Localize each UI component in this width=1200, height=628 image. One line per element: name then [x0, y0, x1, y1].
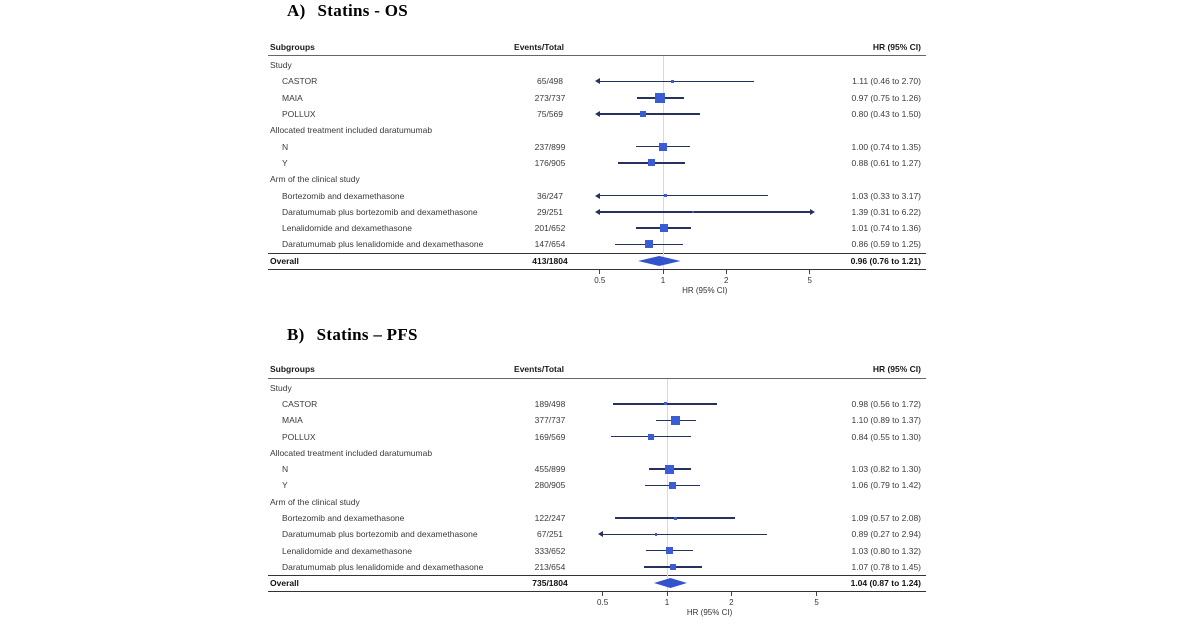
overall-label: Overall [270, 578, 299, 589]
row-hr: 0.98 (0.56 to 1.72) [851, 398, 921, 409]
overall-hr: 1.04 (0.87 to 1.24) [850, 578, 921, 589]
overall-diamond [654, 578, 687, 588]
row-hr: 1.11 (0.46 to 2.70) [852, 76, 921, 87]
row-label: Bortezomib and dexamethasone [282, 190, 405, 201]
overall-events: 735/1804 [532, 578, 568, 589]
axis-tick [667, 592, 668, 596]
row-events: 189/498 [534, 398, 566, 409]
row-label: Y [282, 480, 288, 491]
ci-clip-arrow-left [598, 531, 603, 537]
point-estimate-marker [659, 143, 667, 151]
row-hr: 0.86 (0.59 to 1.25) [851, 239, 921, 250]
row-label: N [282, 141, 289, 152]
axis-tick [599, 270, 600, 274]
row-events: 169/569 [534, 431, 566, 442]
axis-tick-label: 0.5 [597, 598, 609, 608]
row-hr: 1.07 (0.78 to 1.45) [851, 561, 921, 572]
subgroup-heading: Arm of the clinical study [270, 174, 360, 185]
axis-tick [602, 592, 603, 596]
subgroup-heading: Allocated treatment included daratumumab [270, 125, 433, 136]
point-estimate-marker [645, 240, 653, 248]
row-label: Y [282, 157, 288, 168]
row-hr: 0.97 (0.75 to 1.26) [851, 92, 921, 103]
point-estimate-marker [671, 416, 680, 425]
row-label: Daratumumab plus lenalidomide and dexamethasone [282, 561, 484, 572]
row-label: Lenalidomide and dexamethasone [282, 223, 412, 234]
subgroup-heading: Allocated treatment included daratumumab [270, 447, 433, 458]
panel-letter: B) [287, 325, 305, 344]
overall-events: 413/1804 [532, 255, 568, 266]
row-events: 237/899 [534, 141, 566, 152]
point-estimate-marker [692, 211, 695, 214]
ci-clip-arrow-left [595, 193, 600, 199]
axis-line [268, 269, 926, 270]
row-label: POLLUX [282, 431, 316, 442]
column-header-subgroups: Subgroups [270, 364, 315, 374]
row-hr: 0.88 (0.61 to 1.27) [851, 157, 921, 168]
row-label: Daratumumab plus bortezomib and dexamethasone [282, 206, 478, 217]
header-rule [268, 378, 926, 379]
ci-line [600, 195, 768, 197]
point-estimate-marker [660, 224, 668, 232]
axis-tick-label: 2 [729, 598, 734, 608]
ci-clip-arrow-left [595, 111, 600, 117]
row-events: 455/899 [534, 464, 566, 475]
point-estimate-marker [666, 547, 673, 554]
ci-line [600, 81, 754, 83]
axis-tick [663, 270, 664, 274]
row-hr: 0.80 (0.43 to 1.50) [851, 109, 921, 120]
row-hr: 0.89 (0.27 to 2.94) [851, 529, 921, 540]
axis-tick-label: 0.5 [594, 275, 606, 285]
axis-tick [809, 270, 810, 274]
overall-top-rule [268, 575, 926, 576]
ci-line [600, 211, 810, 213]
row-label: Lenalidomide and dexamethasone [282, 545, 412, 556]
point-estimate-marker [655, 93, 665, 103]
point-estimate-marker [664, 402, 667, 405]
row-label: MAIA [282, 415, 303, 426]
ci-clip-arrow-left [595, 78, 600, 84]
point-estimate-marker [671, 80, 674, 83]
row-events: 65/498 [537, 76, 563, 87]
point-estimate-marker [674, 517, 677, 520]
panel-title-text: Statins – PFS [316, 325, 418, 344]
row-hr: 1.03 (0.80 to 1.32) [851, 545, 921, 556]
row-hr: 1.06 (0.79 to 1.42) [851, 480, 921, 491]
row-label: Daratumumab plus bortezomib and dexamethasone [282, 529, 478, 540]
row-hr: 1.03 (0.33 to 3.17) [851, 190, 921, 201]
row-label: CASTOR [282, 398, 318, 409]
axis-tick [726, 270, 727, 274]
panel-title [287, 325, 418, 345]
row-hr: 1.01 (0.74 to 1.36) [851, 223, 921, 234]
row-events: 36/247 [537, 190, 563, 201]
row-hr: 0.84 (0.55 to 1.30) [851, 431, 921, 442]
row-events: 75/569 [537, 109, 563, 120]
axis-label: HR (95% CI) [686, 608, 733, 618]
subgroup-heading: Arm of the clinical study [270, 496, 360, 507]
row-events: 29/251 [537, 206, 563, 217]
ci-line [600, 113, 700, 115]
ci-clip-arrow-right [810, 209, 815, 215]
row-events: 213/654 [534, 561, 566, 572]
row-events: 122/247 [534, 513, 566, 524]
row-hr: 1.00 (0.74 to 1.35) [851, 141, 921, 152]
subgroup-heading: Study [270, 382, 292, 393]
overall-diamond [638, 256, 680, 266]
overall-hr: 0.96 (0.76 to 1.21) [850, 255, 921, 266]
row-hr: 1.09 (0.57 to 2.08) [851, 513, 921, 524]
axis-tick-label: 5 [807, 275, 812, 285]
subgroup-heading: Study [270, 60, 292, 71]
header-rule [268, 55, 926, 56]
row-label: MAIA [282, 92, 303, 103]
column-header-hr: HR (95% CI) [872, 42, 921, 52]
row-events: 67/251 [537, 529, 563, 540]
row-events: 280/905 [534, 480, 566, 491]
axis-tick-label: 5 [814, 598, 819, 608]
row-events: 147/654 [534, 239, 566, 250]
axis-tick [731, 592, 732, 596]
axis-label: HR (95% CI) [682, 285, 728, 295]
axis-tick [816, 592, 817, 596]
row-hr: 1.10 (0.89 to 1.37) [851, 415, 921, 426]
point-estimate-marker [669, 482, 676, 489]
point-estimate-marker [670, 564, 676, 570]
panel-letter: A) [287, 1, 306, 20]
panel-title [287, 1, 408, 21]
row-label: CASTOR [282, 76, 318, 87]
panel-title-text: Statins - OS [317, 1, 409, 20]
axis-tick-label: 2 [723, 275, 729, 285]
point-estimate-marker [664, 194, 667, 197]
point-estimate-marker [648, 159, 655, 166]
column-header-events: Events/Total [514, 42, 564, 52]
axis-tick-label: 1 [660, 275, 666, 285]
point-estimate-marker [655, 533, 658, 536]
ci-clip-arrow-left [595, 209, 600, 215]
overall-label: Overall [270, 255, 299, 266]
point-estimate-marker [640, 111, 646, 117]
row-events: 273/737 [534, 92, 566, 103]
row-label: Bortezomib and dexamethasone [282, 513, 405, 524]
point-estimate-marker [665, 465, 674, 474]
column-header-subgroups: Subgroups [270, 42, 315, 52]
column-header-events: Events/Total [514, 364, 564, 374]
point-estimate-marker [648, 434, 654, 440]
row-label: POLLUX [282, 109, 316, 120]
row-hr: 1.03 (0.82 to 1.30) [851, 464, 921, 475]
overall-top-rule [268, 253, 926, 254]
axis-line [268, 591, 926, 592]
column-header-hr: HR (95% CI) [872, 364, 921, 374]
ci-line [603, 534, 768, 536]
row-events: 201/652 [534, 223, 566, 234]
row-events: 176/905 [534, 157, 566, 168]
row-label: N [282, 464, 289, 475]
row-hr: 1.39 (0.31 to 6.22) [851, 206, 921, 217]
row-events: 333/652 [534, 545, 566, 556]
axis-tick-label: 1 [664, 598, 670, 608]
row-label: Daratumumab plus lenalidomide and dexamethasone [282, 239, 484, 250]
row-events: 377/737 [534, 415, 566, 426]
